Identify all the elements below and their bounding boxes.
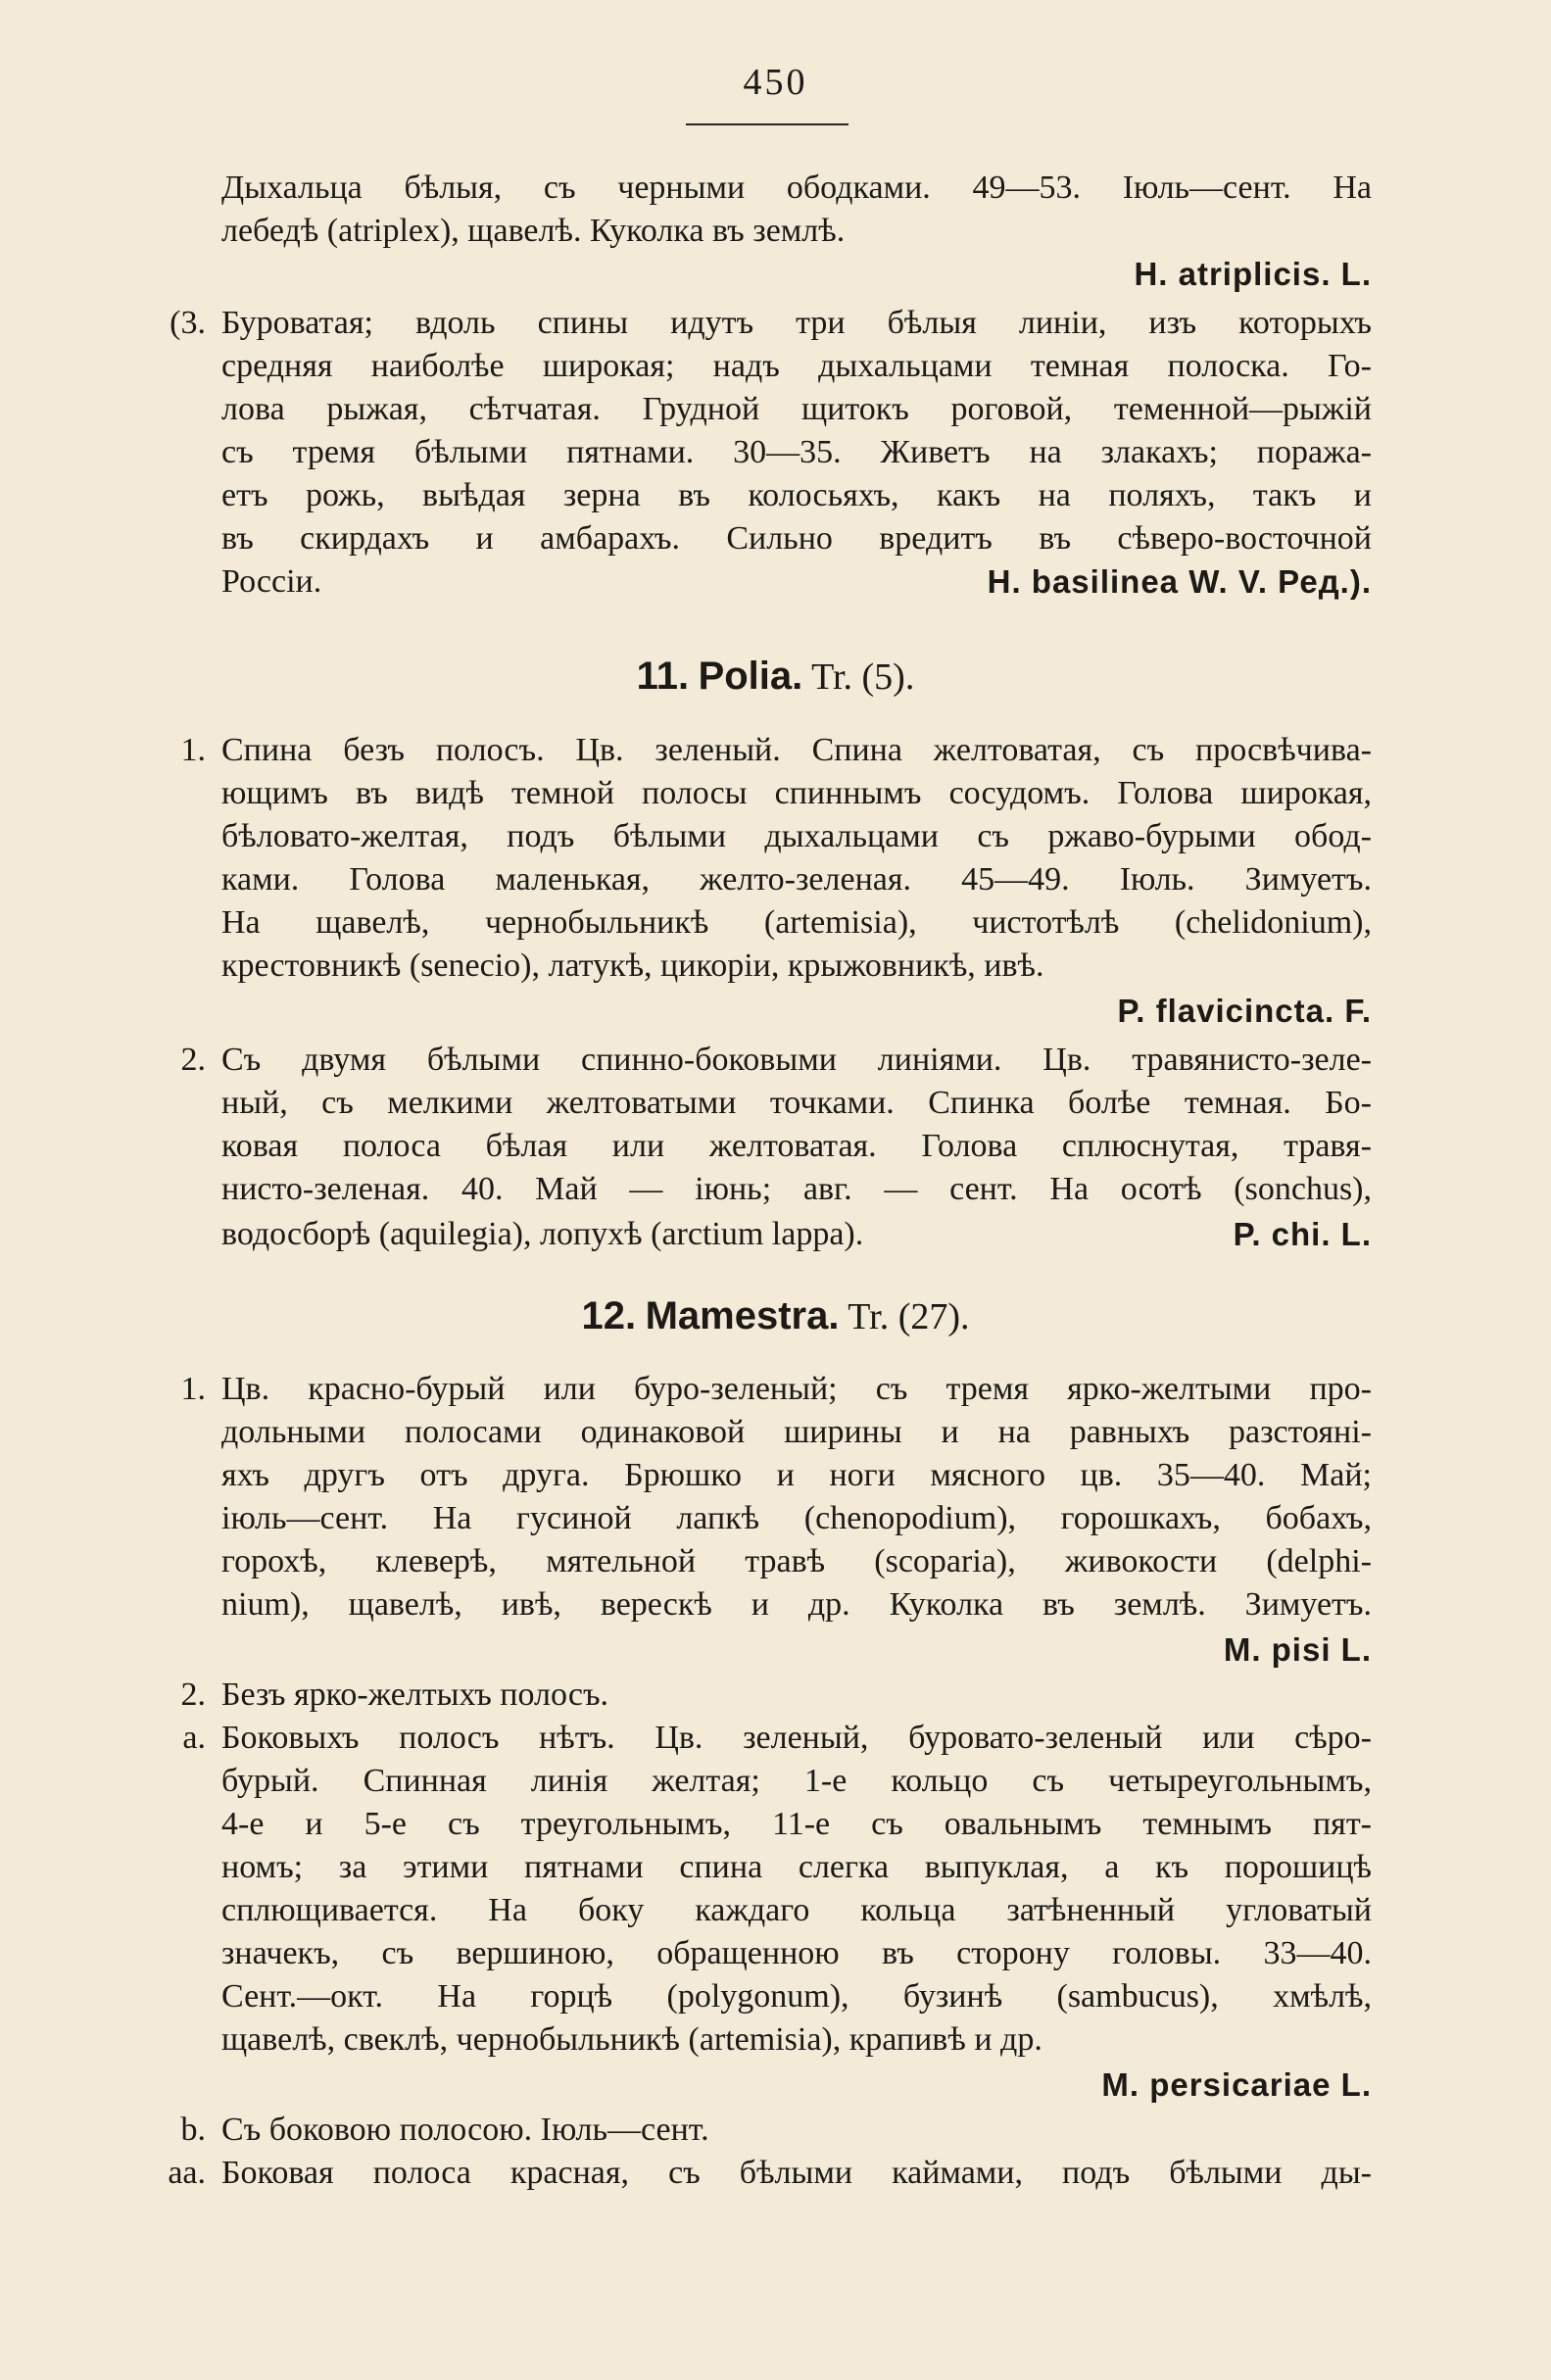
text-line: Съ боковою полосою. Іюль—сент. bbox=[221, 2112, 709, 2148]
text-line: етъ рожь, выѣдая зерна въ колосьяхъ, какъ на поляхъ, такъ и bbox=[221, 477, 1372, 513]
text-line: Цв. красно-бурый или буро-зеленый; съ тремя ярко-желтыми про- bbox=[221, 1371, 1372, 1407]
text-line: Боковыхъ полосъ нѣтъ. Цв. зеленый, буровато-зеленый или сѣро- bbox=[221, 1720, 1372, 1756]
text-line: бурый. Спинная линія желтая; 1-е кольцо съ четыреугольнымъ, bbox=[221, 1763, 1372, 1799]
text-line: ками. Голова маленькая, желто-зеленая. 45—49. Іюль. Зимуетъ. bbox=[221, 861, 1372, 898]
item-marker: 1. bbox=[180, 1371, 206, 1407]
page-number: 450 bbox=[743, 62, 808, 103]
text-line: средняя наиболѣе широкая; надъ дыхальцами темная полоска. Го- bbox=[221, 348, 1372, 384]
text-line: Спина безъ полосъ. Цв. зеленый. Спина желтоватая, съ просвѣчива- bbox=[221, 732, 1372, 768]
text-line: 4-е и 5-е съ треугольнымъ, 11-е съ овальнымъ темнымъ пят- bbox=[221, 1806, 1372, 1842]
text-line: Буроватая; вдоль спины идутъ три бѣлыя линіи, изъ которыхъ bbox=[221, 305, 1372, 341]
text-line: лебедѣ (atriplex), щавелѣ. Куколка въ землѣ. bbox=[221, 213, 846, 249]
item-marker: 2. bbox=[180, 1676, 206, 1713]
text-line: Сент.—окт. На горцѣ (polygonum), бузинѣ (sambucus), хмѣлѣ, bbox=[221, 1978, 1372, 2015]
header-rule bbox=[686, 123, 848, 125]
section-heading-polia: 11. Polia. Tr. (5). bbox=[636, 655, 915, 698]
text-line: сплющивается. На боку каждаго кольца затѣненный угловатый bbox=[221, 1892, 1372, 1928]
text-line: Съ двумя бѣлыми спинно-боковыми линіями. Цв. травянисто-зеле- bbox=[221, 1042, 1372, 1078]
text-line: нисто-зеленая. 40. Май — іюнь; авг. — сент. На осотѣ (sonchus), bbox=[221, 1171, 1372, 1207]
text-line: ющимъ въ видѣ темной полосы спиннымъ сосудомъ. Голова широкая, bbox=[221, 775, 1372, 811]
text-line: лова рыжая, сѣтчатая. Грудной щитокъ роговой, теменной—рыжій bbox=[221, 391, 1372, 427]
text-line: ный, съ мелкими желтоватыми точками. Спинка болѣе темная. Бо- bbox=[221, 1085, 1372, 1121]
text-line: Дыхальца бѣлыя, съ черными ободками. 49—53. Іюль—сент. На bbox=[221, 170, 1372, 206]
text-line: водосборѣ (aquilegia), лопухѣ (arctium lappa). bbox=[221, 1216, 864, 1252]
text-line: щавелѣ, свеклѣ, чернобыльникѣ (artemisia), крапивѣ и др. bbox=[221, 2021, 1042, 2058]
item-marker: b. bbox=[180, 2112, 206, 2148]
item-marker: (3. bbox=[170, 305, 206, 341]
text-line: горохѣ, клеверѣ, мятельной травѣ (scoparia), живокости (delphi- bbox=[221, 1543, 1372, 1579]
text-line: значекъ, съ вершиною, обращенною въ сторону головы. 33—40. bbox=[221, 1935, 1372, 1971]
text-line: крестовникѣ (senecio), латукѣ, цикоріи, крыжовникѣ, ивѣ. bbox=[221, 947, 1044, 984]
item-marker: 1. bbox=[180, 732, 206, 768]
item-marker: 2. bbox=[180, 1042, 206, 1078]
section-heading-mamestra: 12. Mamestra. Tr. (27). bbox=[581, 1294, 970, 1337]
species-name: H. basilinea W. V. Ред.). bbox=[987, 563, 1372, 600]
species-name: P. chi. L. bbox=[1233, 1216, 1372, 1252]
text-line: съ тремя бѣлыми пятнами. 30—35. Живетъ на злакахъ; поража- bbox=[221, 434, 1372, 470]
text-line: На щавелѣ, чернобыльникѣ (artemisia), чистотѣлѣ (chelidonium), bbox=[221, 904, 1372, 941]
text-line: Россіи. bbox=[221, 563, 322, 600]
species-name: M. persicariae L. bbox=[1101, 2066, 1372, 2103]
text-line: яхъ другъ отъ друга. Брюшко и ноги мясного цв. 35—40. Май; bbox=[221, 1457, 1372, 1493]
item-marker: aa. bbox=[168, 2155, 206, 2191]
text-line: дольными полосами одинаковой ширины и на равныхъ разстояні- bbox=[221, 1414, 1372, 1450]
species-name: H. atriplicis. L. bbox=[1134, 256, 1372, 292]
text-line: ковая полоса бѣлая или желтоватая. Голова сплюснутая, травя- bbox=[221, 1128, 1372, 1164]
species-name: M. pisi L. bbox=[1223, 1631, 1372, 1668]
text-line: Боковая полоса красная, съ бѣлыми каймами, подъ бѣлыми ды- bbox=[221, 2155, 1372, 2191]
text-line: Безъ ярко-желтыхъ полосъ. bbox=[221, 1676, 609, 1713]
species-name: P. flavicincta. F. bbox=[1117, 993, 1372, 1029]
text-line: іюль—сент. На гусиной лапкѣ (chenopodium), горошкахъ, бобахъ, bbox=[221, 1500, 1372, 1536]
text-line: номъ; за этими пятнами спина слегка выпуклая, а къ порошицѣ bbox=[221, 1849, 1372, 1885]
text-line: бѣловато-желтая, подъ бѣлыми дыхальцами съ ржаво-бурыми обод- bbox=[221, 818, 1372, 854]
text-line: nium), щавелѣ, ивѣ, верескѣ и др. Куколка въ землѣ. Зимуетъ. bbox=[221, 1586, 1372, 1623]
item-marker: a. bbox=[182, 1720, 206, 1756]
text-line: въ скирдахъ и амбарахъ. Сильно вредитъ въ сѣверо-восточной bbox=[221, 520, 1372, 557]
